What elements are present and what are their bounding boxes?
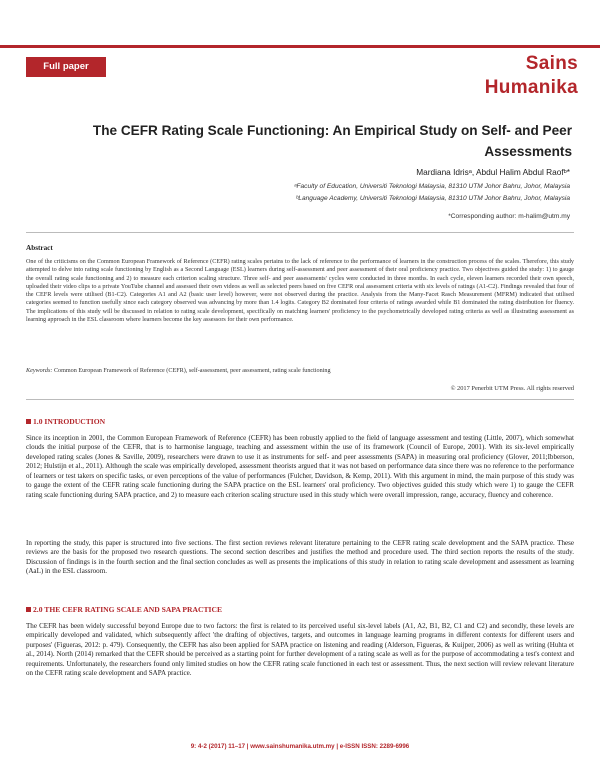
affiliation-a: ᵃFaculty of Education, Universiti Teknologi Malaysia, 81310 UTM Johor Bahru, Johor, Malaysia bbox=[294, 183, 570, 190]
article-authors: Mardiana Idrisᵃ, Abdul Halim Abdul Raofᵇ* bbox=[416, 167, 570, 177]
header-accent-bar bbox=[0, 45, 600, 48]
abstract-text: One of the criticisms on the Common European Framework of Reference (CEFR) rating scales pertains to the lack of reference to the performance of learners in the construction process of the scales. Therefore, this study attempted to delve into rating scale functioning by English as a Second Language (ESL) learners during self-assessment and peer assessment of their oral proficiency practice. Two objectives guided the study: 1) to gauge the overall rating scale functioning and 2) to measure each criterion scaling structure. Three self- and peer assessments' cycles were conducted in three months. In each cycle, eleven learners recorded their own speech, uploaded their video clips to a private YouTube channel and assessed their own videos as well as selected peers based on five CEFR oral assessment criteria with six levels of ratings (A1-C2). Findings revealed that four of the CEFR levels were utilised (B1-C2). Categories A1 and A2 (basic user level) however, were not observed during the practice. Analysis from the Many-Facet Rasch Measurement (MFRM) indicated that utilised categories seemed to function usefully since each category observed was advancing by more than 1.4 logits. Category B2 dominated four criteria of ratings awarded while B1 dominated the rating distribution for fluency. The implications of this study will be discussed in relation to rating scale development, specifically on matching learners' proficiency to the psychometrically developed rating criteria as well as illustrating assessment as learning approach in the ESL classroom where learners become the key assessors for their own performance. bbox=[26, 259, 574, 323]
journal-name-line1: Sains bbox=[525, 53, 578, 74]
section-heading-text: 1.0 INTRODUCTION bbox=[33, 417, 106, 426]
section-heading-cefr bbox=[26, 605, 222, 614]
page-footer: 9: 4-2 (2017) 11–17 | www.sainshumanika.utm.my | e-ISSN ISSN: 2289-6996 bbox=[190, 743, 410, 750]
keywords-label: Keywords: bbox=[26, 368, 53, 374]
copyright: © 2017 Penerbit UTM Press. All rights reserved bbox=[450, 385, 574, 392]
affiliation-b: ᵇLanguage Academy, Universiti Teknologi Malaysia, 81310 UTM Johor Bahru, Johor, Malaysia bbox=[296, 195, 570, 202]
article-type-badge: Full paper bbox=[26, 57, 106, 77]
article-title: The CEFR Rating Scale Functioning: An Empirical Study on Self- and Peer Assessments bbox=[92, 123, 572, 159]
divider bbox=[26, 232, 574, 233]
journal-name-line2: Humanika bbox=[484, 77, 578, 98]
section-heading-text: 2.0 THE CEFR RATING SCALE AND SAPA PRACTICE bbox=[33, 605, 223, 614]
intro-paragraph-1: Since its inception in 2001, the Common European Framework of Reference (CEFR) has been robustly applied to the field of language assessment and testing (Little, 2007), which somewhat clouds the initial purpose of the CEFR, that is to harmonise language, teaching and assessment within the use of its framework (Council of Europe, 2001). With its six-level empirically developed rating scales (Jones & Saville, 2009), researchers were drawn to use it as instruments for self- and peer assessments (SAPA) in measuring oral proficiency (Glover, 2011;Ibberson, 2012; Hulstijn et al., 2011). Although the scale was empirically developed, assessment theorists argued that it was not based on performance data since there was no reference to the performance of learners or test takers on specific tasks, or even perceptions of the value of performances (Fulcher, Davidson, & Kemp, 2011). With this argument in mind, the main purpose of this study was to gauge the extent of the CEFR rating scale functioning during the SAPA practice on the ESL learners' oral proficiency. Two objectives guided this study which were 1) to gauge the CEFR rating scale functioning during SAPA practice, and 2) to measure each criterion scaling structure used in this study which were overall impression, range, accuracy, fluency and coherence. bbox=[26, 434, 574, 499]
intro-paragraph-2: In reporting the study, this paper is structured into five sections. The first section reviews relevant literature pertaining to the CEFR rating scale development and the SAPA practice. These reviews are the basis for the proposed two research questions. The second section describes and justifies the method and procedure used. The third section reports the results of the study. Discussion of findings is in the fourth section and the final section concludes as well as presents the implications of this study in relation to rating scale development and assessment as learning (AaL) in the ESL classroom. bbox=[26, 539, 574, 576]
cefr-paragraph-1: The CEFR has been widely successful beyond Europe due to two factors: the first is related to its perceived useful six-level labels (A1, A2, B1, B2, C1 and C2) and secondly, these levels are empirically developed and validated, which subsequently affect 'the drafting of objectives, targets, and outcomes in language learning programs in different contexts for different users and purposes' (Figueras, 2012: p. 479). Consequently, the CEFR has also been applied for SAPA practice on listening and reading (Alderson, Figueras, & Kuijper, 2006) as well as writing (Huhta et al., 2014). North (2014) remarked that the CEFR should be perceived as a starting point for further development of a rating scale as well as for the purpose of accommodating a test's context and requirements. Unfortunately, the researchers found only limited studies on how the CEFR rating scale functioned in each test or assessment. Thus, the next section will review relevant literature on the CEFR rating scale development and SAPA practice. bbox=[26, 622, 574, 678]
section-bullet-icon bbox=[26, 607, 31, 612]
divider bbox=[26, 399, 574, 400]
section-bullet-icon bbox=[26, 419, 31, 424]
section-heading-introduction bbox=[26, 417, 105, 426]
keywords-list: Common European Framework of Reference (CEFR), self-assessment, peer assessment, rating scale functioning bbox=[53, 368, 331, 374]
abstract-heading: Abstract bbox=[26, 244, 53, 252]
corresponding-author: *Corresponding author: m-halim@utm.my bbox=[448, 213, 570, 220]
keywords bbox=[26, 368, 574, 374]
